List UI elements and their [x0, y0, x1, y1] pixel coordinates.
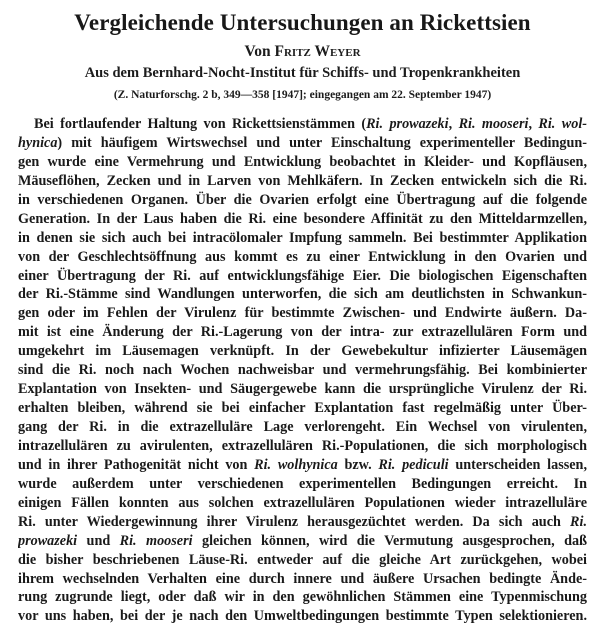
author-prefix: Von [244, 43, 271, 60]
abstract-line [18, 588, 587, 607]
text-run: gen oder im Fehlen der Virulenz für bestimmte Zwischen- und Endwirte äußern. Da- [18, 305, 587, 322]
abstract-line [18, 323, 587, 342]
text-run: in denen sie sich auch bei intracölomaler Impfung sammeln. Bei bestimmter Applikation [18, 229, 587, 246]
author-line [18, 42, 587, 62]
abstract-line [18, 437, 587, 456]
abstract-line [18, 229, 587, 248]
text-run: in verschiedenen Organen. Über die Ovarien erfolgt eine Übertragung auf die folgende [18, 191, 587, 208]
author-name: Fritz Weyer [274, 43, 361, 60]
abstract-line [18, 115, 587, 134]
text-run: sind die Ri. noch nach Wochen nachweisbar und vermehrungsfähig. Bei kombinierter [18, 362, 587, 379]
text-run: intrazellulären zu avirulenten, extrazellulären Ri.-Populationen, die sich morphologisch [18, 437, 587, 454]
text-run: Ri. unter Wiedergewinnung ihrer Virulenz herausgezüchtet werden. Da sich auch [18, 513, 571, 530]
abstract-line [18, 285, 587, 304]
species-name: Ri. [570, 513, 587, 530]
text-run: Generation. In der Laus haben die Ri. eine besondere Affinität zu den Mitteldarmzellen, [18, 210, 587, 227]
abstract-line [18, 380, 587, 399]
text-run: , [448, 116, 459, 132]
species-name: Ri. wolhynica [254, 456, 338, 473]
text-run: und in ihrer Pathogenität nicht von [18, 456, 255, 473]
text-run: von der Geschlechtsöffnung aus kommt es zu einer Entwicklung in den Ovarien und [18, 248, 587, 265]
text-run: Bei fortlaufender Haltung von Rickettsienstämmen ( [34, 116, 367, 132]
abstract-line [18, 399, 587, 418]
abstract-paragraph [18, 115, 587, 626]
institute-affiliation: Aus dem Bernhard-Nocht-Institut für Schiffs- und Tropenkrankheiten [84, 65, 521, 81]
abstract-line [18, 153, 587, 172]
species-name: Ri. pediculi [378, 456, 449, 473]
text-run: gen wurde eine Vermehrung und Entwicklung beobachtet in Kleider- und Kopfläusen, [18, 153, 587, 170]
abstract-line [18, 361, 587, 380]
text-run: unterscheiden lassen, [448, 456, 587, 473]
text-run: wurde außerdem unter verschiedenen experimentellen Bedingungen erreicht. In [18, 475, 587, 492]
species-name: Ri. mooseri [458, 116, 529, 132]
text-run: die bisher beschriebenen Läuse-Ri. entweder auf die gleiche Art zurückgehen, wobei [18, 551, 587, 568]
text-run: gang der Ri. in die extrazelluläre Lage verlorengeht. Ein Wechsel von virulenten, [18, 419, 587, 435]
abstract-line [18, 248, 587, 267]
abstract-line [18, 342, 587, 361]
text-run: und [77, 532, 120, 549]
abstract-line [18, 607, 587, 626]
abstract-line [18, 210, 587, 229]
citation-line: (Z. Naturforschg. 2 b, 349—358 [1947]; eingegangen am 22. September 1947) [113, 89, 492, 101]
abstract-line [18, 418, 587, 437]
abstract-line [18, 475, 587, 494]
species-name: Ri. mooseri [119, 532, 193, 549]
abstract-line [18, 494, 587, 513]
text-run: rung zugrunde liegt, oder daß wir in den gewöhnlichen Stämmen eine Typenmischung [18, 589, 587, 606]
text-run: umgekehrt im Läusemagen verknüpft. In der Gewebekultur infizierter Läusemägen [18, 343, 587, 360]
abstract-line [18, 532, 587, 551]
text-run: einigen Fällen konnten aus solchen extrazellulären Populationen wieder intrazelluläre [18, 494, 587, 511]
text-run: gleichen können, wird die Vermutung ausgesprochen, daß [192, 532, 587, 549]
text-run: ihrem wechselnden Verhalten eine durch innere und äußere Ursachen bedingte Ände- [18, 570, 587, 587]
text-run: der Ri.-Stämme sind Wandlungen unterworfen, die sich am deutlichsten in Schwankun- [18, 286, 587, 303]
abstract-line [18, 134, 587, 153]
species-name: prowazeki [18, 532, 78, 549]
text-run: ) mit häufigem Wirtswechsel und unter Einschaltung experimenteller Bedingun- [57, 134, 587, 151]
abstract-line [18, 551, 587, 570]
text-run: , [528, 116, 539, 132]
species-name: hynica [18, 134, 58, 151]
text-run: vor uns haben, bei der je nach den Umweltbedingungen bestimmte Typen selektionieren. [18, 608, 587, 625]
text-run: einer Übertragung der Ri. auf entwicklungsfähige Eier. Die biologischen Eigenschaften [18, 267, 587, 284]
abstract-line [18, 304, 587, 323]
abstract-line [18, 172, 587, 191]
abstract-line [18, 456, 587, 475]
abstract-line [18, 267, 587, 286]
abstract-line [18, 513, 587, 532]
abstract-line [18, 191, 587, 210]
text-run: Mäuseflöhen, Zecken und in Larven von Mehlkäfern. In Zecken entwickeln sich die Ri. [18, 172, 587, 189]
text-run: erhalten bleiben, während sie bei einfacher Explantation fast regelmäßig unter Über- [18, 400, 587, 417]
text-run: Explantation von Insekten- und Säugergewebe kann die ursprüngliche Virulenz der Ri. [18, 381, 587, 398]
species-name: Ri. prowazeki [366, 116, 449, 132]
text-run: bzw. [337, 456, 379, 473]
species-name: Ri. wol- [538, 116, 587, 132]
paper-title: Vergleichende Untersuchungen an Rickettsien [74, 10, 531, 35]
text-run: mit ist eine Änderung der Ri.-Lagerung von der intra- zur extrazellulären Form und [18, 324, 587, 341]
